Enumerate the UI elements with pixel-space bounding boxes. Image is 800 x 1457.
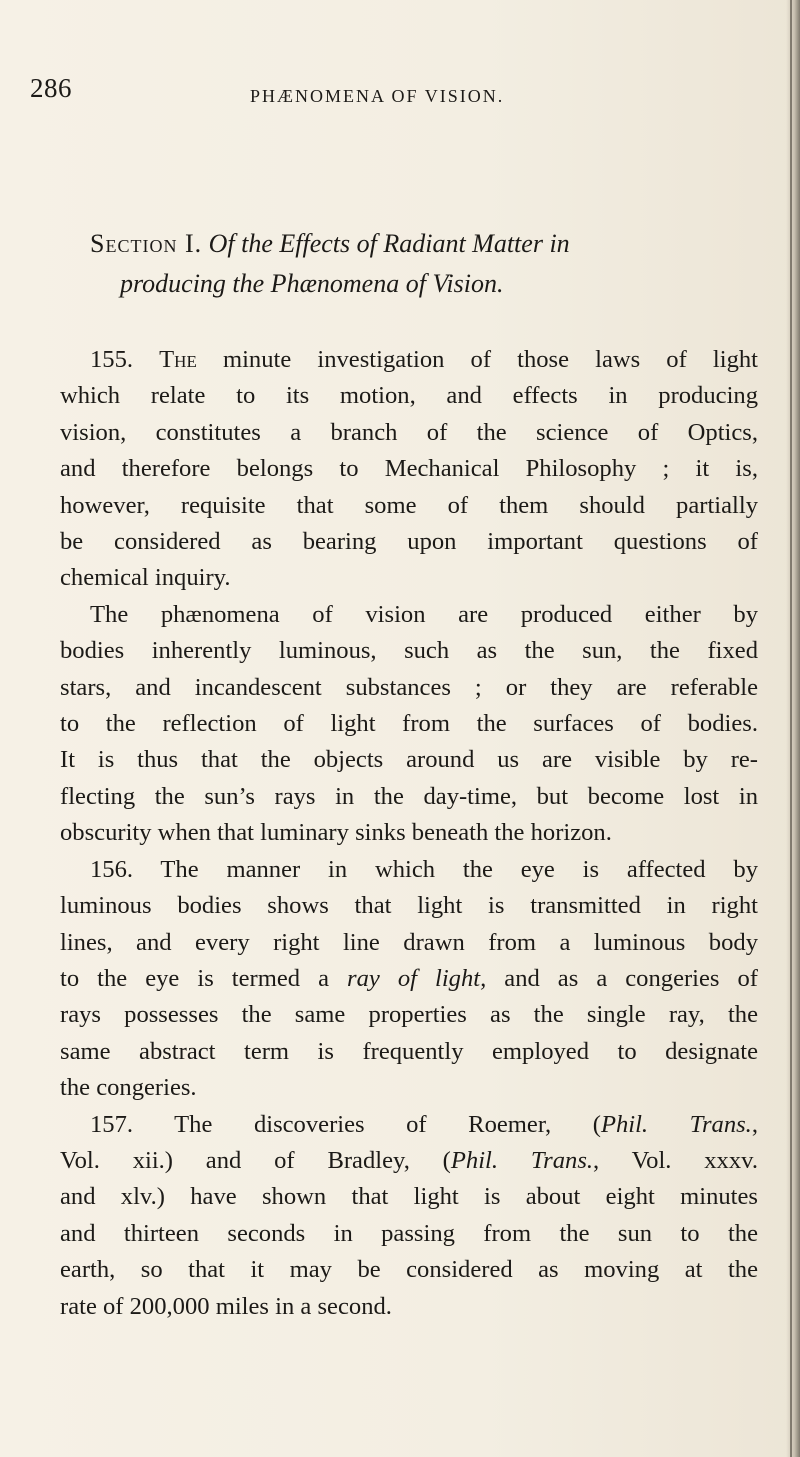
paragraph-155-first-line [60,342,758,378]
text-fragment: , [751,1110,758,1138]
page-edge-line [790,0,792,1457]
text-line: It is thus that the objects around us are visible by re- [60,746,758,774]
text-line: which relate to its motion, and effects in producing [60,382,758,410]
running-head: PHÆNOMENA OF VISION. [250,86,505,106]
term-ray-of-light: ray of light, [347,964,487,992]
text-line: and therefore belongs to Mechanical Philosophy ; it is, [60,455,758,483]
citation-phil-trans: Phil. Trans. [450,1146,594,1174]
page-number: 286 [30,73,72,103]
text-line: earth, so that it may be considered as moving at the [60,1256,758,1284]
text-line: The phænomena of vision are produced either by [90,600,758,628]
text-line-ray-of-light [60,961,758,997]
section-title-line-1: Of the Effects of Radiant Matter in [208,229,570,258]
text-fragment: to the eye is termed a [60,964,330,992]
paragraph-lead-word: The [159,346,197,373]
text-line: vision, constitutes a branch of the science of Optics, [60,418,758,446]
text-line: however, requisite that some of them should partially [60,491,758,519]
text-fragment: Vol. xii.) and of Bradley, ( [60,1146,451,1174]
text-line-roemer [60,1107,758,1143]
text-line: and thirteen seconds in passing from the sun to the [60,1219,758,1247]
section-title-line-2: producing the Phænomena of Vision. [120,269,504,298]
text-line: same abstract term is frequently employed to designate [60,1037,758,1065]
citation-phil-trans: Phil. Trans. [600,1110,752,1138]
text-line: flecting the sun’s rays in the day-time, but become lost in [60,782,758,810]
paragraph-number: 155. [90,346,134,373]
section-label: Section I. [90,229,203,258]
text-fragment: 157. The discoveries of Roemer, ( [90,1110,601,1138]
text-line: lines, and every right line drawn from a luminous body [60,928,758,956]
body-text [60,342,758,1325]
text-fragment: and as a congeries of [504,964,758,992]
text-fragment: , Vol. xxxv. [593,1146,758,1174]
text-line: the congeries. [60,1074,197,1102]
text-line: chemical inquiry. [60,564,231,592]
text-line: 156. The manner in which the eye is affected by [90,855,758,883]
text-line: to the reflection of light from the surfaces of bodies. [60,710,758,738]
text-line: obscurity when that luminary sinks beneath the horizon. [60,819,612,847]
text-line: rays possesses the same properties as the single ray, the [60,1001,758,1029]
text-line: stars, and incandescent substances ; or they are referable [60,673,758,701]
text-line: be considered as bearing upon important questions of [60,528,758,556]
paragraph-text: minute investigation of those laws of light [222,346,758,373]
text-line: and xlv.) have shown that light is about eight minutes [60,1183,758,1211]
text-line: rate of 200,000 miles in a second. [60,1292,392,1320]
text-line-bradley [60,1143,758,1179]
text-line: bodies inherently luminous, such as the sun, the fixed [60,637,758,665]
page-edge-shadow [786,0,800,1457]
section-heading [90,224,760,304]
text-line: luminous bodies shows that light is transmitted in right [60,892,758,920]
